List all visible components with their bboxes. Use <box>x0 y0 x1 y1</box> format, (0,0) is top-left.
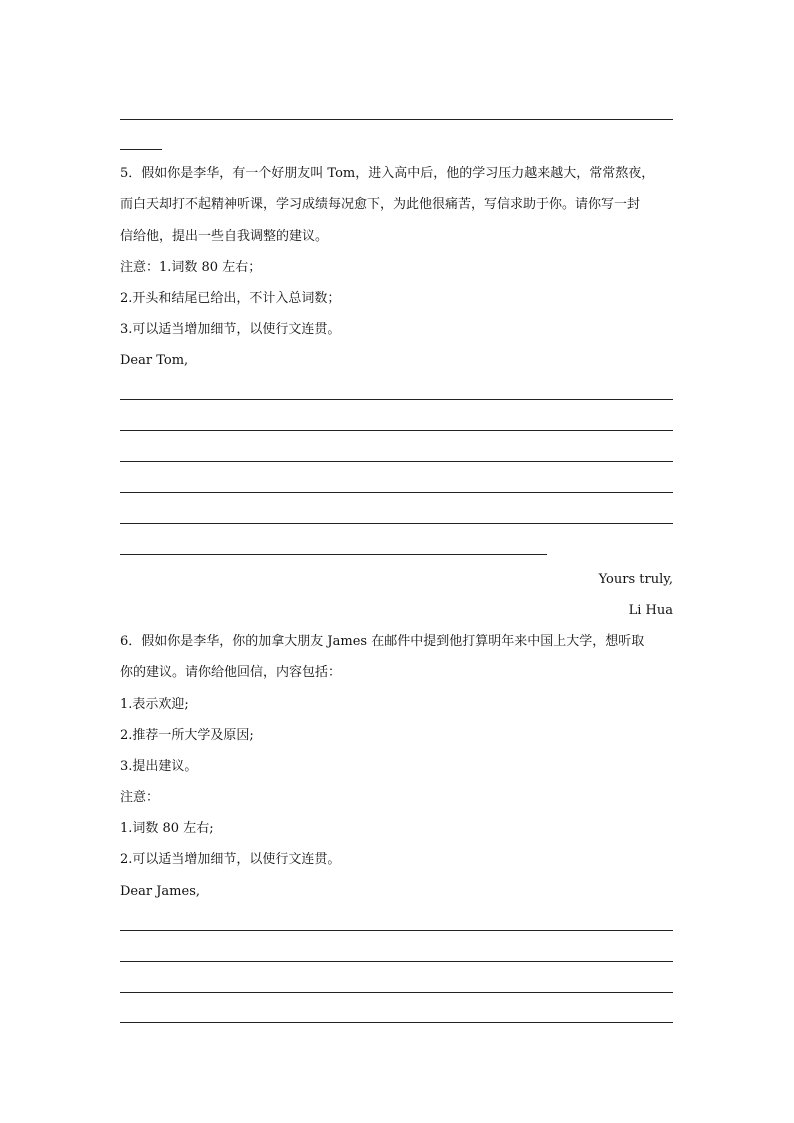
q5-answer-line <box>120 523 673 524</box>
q5-prompt-line-3: 信给他，提出一些自我调整的建议。 <box>120 229 329 244</box>
q6-greeting: Dear James, <box>120 884 200 899</box>
q6-note-2: 2.可以适当增加细节，以使行文连贯。 <box>120 852 341 867</box>
q5-note-1: 注意：1.词数 80 左右； <box>120 260 262 275</box>
q5-greeting: Dear Tom, <box>120 353 189 368</box>
q5-answer-line <box>120 461 673 462</box>
q5-closing: Yours truly, <box>598 572 673 587</box>
answer-line <box>120 119 673 120</box>
q5-answer-line <box>120 399 673 400</box>
q6-item-2: 2.推荐一所大学及原因; <box>120 728 254 743</box>
q6-answer-line <box>120 1022 673 1023</box>
q5-answer-line-short <box>120 554 547 555</box>
q6-prompt-line-2: 你的建议。请你给他回信，内容包括： <box>120 665 342 680</box>
q5-prompt-line-2: 而白天却打不起精神听课，学习成绩每况愈下，为此他很痛苦，写信求助于你。请你写一封 <box>120 197 641 212</box>
q6-prompt-line-1: 6．假如你是李华，你的加拿大朋友 James 在邮件中提到他打算明年来中国上大学，想听取 <box>120 634 645 649</box>
q6-answer-line <box>120 930 673 931</box>
q5-note-3: 3.可以适当增加细节，以使行文连贯。 <box>120 322 341 337</box>
q5-prompt-line-1: 5．假如你是李华，有一个好朋友叫 Tom，进入高中后，他的学习压力越来越大，常常熬夜， <box>120 166 655 181</box>
q5-note-2: 2.开头和结尾已给出，不计入总词数； <box>120 291 341 306</box>
q6-note-1: 1.词数 80 左右; <box>120 821 214 836</box>
q5-answer-line <box>120 430 673 431</box>
q6-note-label: 注意： <box>120 790 160 805</box>
q5-answer-line <box>120 492 673 493</box>
q6-item-3: 3.提出建议。 <box>120 759 198 774</box>
q5-signature: Li Hua <box>628 603 673 618</box>
q6-answer-line <box>120 992 673 993</box>
q6-item-1: 1.表示欢迎; <box>120 697 189 712</box>
answer-line-short <box>120 149 162 150</box>
q6-answer-line <box>120 961 673 962</box>
